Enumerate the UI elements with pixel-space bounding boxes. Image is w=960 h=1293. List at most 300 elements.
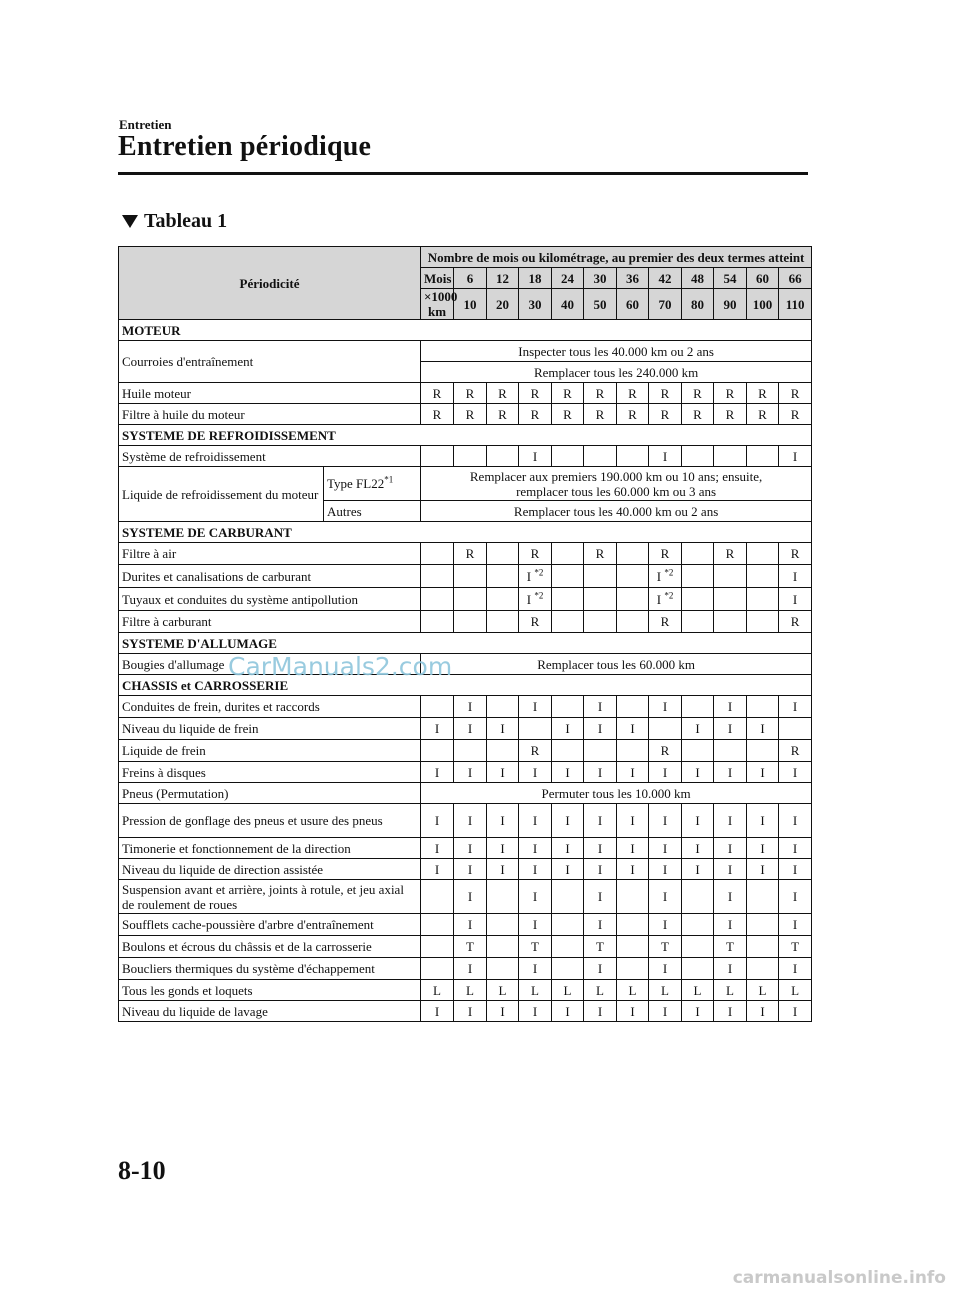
row-label: Tous les gonds et loquets bbox=[119, 980, 421, 1001]
schedule-cell: I bbox=[682, 838, 714, 859]
schedule-cell bbox=[682, 588, 714, 611]
months-cell: 36 bbox=[617, 268, 649, 289]
schedule-cell: I bbox=[649, 958, 682, 980]
schedule-cell: L bbox=[649, 980, 682, 1001]
schedule-cell: R bbox=[552, 404, 584, 425]
row-label: Freins à disques bbox=[119, 762, 421, 783]
triangle-down-icon bbox=[122, 215, 138, 228]
schedule-cell bbox=[714, 740, 747, 762]
schedule-cell: R bbox=[779, 740, 812, 762]
schedule-cell: I bbox=[649, 1001, 682, 1022]
months-cell: 18 bbox=[519, 268, 552, 289]
schedule-cell: I bbox=[617, 859, 649, 880]
schedule-cell bbox=[487, 446, 519, 467]
km-cell: 40 bbox=[552, 289, 584, 320]
autres-text: Remplacer tous les 40.000 km ou 2 ans bbox=[421, 501, 812, 522]
schedule-cell: L bbox=[487, 980, 519, 1001]
schedule-cell bbox=[747, 565, 779, 588]
table-row bbox=[119, 383, 812, 404]
months-cell: 66 bbox=[779, 268, 812, 289]
schedule-cell bbox=[454, 446, 487, 467]
row-label: Liquide de refroidissement du moteur bbox=[119, 467, 324, 522]
schedule-cell: I bbox=[584, 958, 617, 980]
schedule-cell: L bbox=[454, 980, 487, 1001]
schedule-cell: I bbox=[454, 880, 487, 914]
schedule-cell: R bbox=[421, 404, 454, 425]
section-row bbox=[119, 633, 812, 654]
section-carburant: SYSTEME DE CARBURANT bbox=[119, 522, 812, 543]
row-label: Filtre à carburant bbox=[119, 611, 421, 633]
schedule-cell bbox=[584, 611, 617, 633]
schedule-cell: R bbox=[454, 404, 487, 425]
km-cell: 90 bbox=[714, 289, 747, 320]
schedule-cell bbox=[552, 588, 584, 611]
row-label: Huile moteur bbox=[119, 383, 421, 404]
table-row bbox=[119, 980, 812, 1001]
km-cell: 110 bbox=[779, 289, 812, 320]
pneus-perm-text: Permuter tous les 10.000 km bbox=[421, 783, 812, 804]
schedule-cell: I bbox=[714, 718, 747, 740]
schedule-cell: I bbox=[779, 696, 812, 718]
autres-label: Autres bbox=[324, 501, 421, 522]
schedule-cell: I $^{*2}$ bbox=[649, 588, 682, 611]
table-row bbox=[119, 467, 812, 501]
row-label: Boucliers thermiques du système d'échappement bbox=[119, 958, 421, 980]
schedule-cell: R bbox=[519, 383, 552, 404]
schedule-cell bbox=[487, 565, 519, 588]
schedule-cell: I bbox=[649, 914, 682, 936]
table-row bbox=[119, 718, 812, 740]
row-label: Boulons et écrous du châssis et de la carrosserie bbox=[119, 936, 421, 958]
schedule-cell: T bbox=[519, 936, 552, 958]
schedule-cell bbox=[682, 611, 714, 633]
schedule-cell: I bbox=[552, 718, 584, 740]
schedule-cell: I $^{*2}$ bbox=[649, 565, 682, 588]
months-cell: 48 bbox=[682, 268, 714, 289]
schedule-cell: I bbox=[779, 1001, 812, 1022]
schedule-cell: I bbox=[779, 565, 812, 588]
row-label: Filtre à air bbox=[119, 543, 421, 565]
schedule-cell: R bbox=[519, 404, 552, 425]
schedule-cell: I bbox=[714, 762, 747, 783]
schedule-cell: R bbox=[649, 611, 682, 633]
schedule-cell: I bbox=[584, 880, 617, 914]
table-row bbox=[119, 696, 812, 718]
schedule-cell: R bbox=[584, 404, 617, 425]
courroies-line-1: Inspecter tous les 40.000 km ou 2 ans bbox=[421, 341, 812, 362]
row-label: Durites et canalisations de carburant bbox=[119, 565, 421, 588]
schedule-cell: T bbox=[584, 936, 617, 958]
schedule-cell: I bbox=[747, 718, 779, 740]
table-row bbox=[119, 859, 812, 880]
schedule-cell: R bbox=[584, 543, 617, 565]
schedule-cell: I bbox=[584, 838, 617, 859]
footer-site-watermark: carmanualsonline.info bbox=[732, 1268, 946, 1288]
schedule-cell bbox=[421, 958, 454, 980]
schedule-cell: R bbox=[779, 543, 812, 565]
row-label: Niveau du liquide de lavage bbox=[119, 1001, 421, 1022]
header-caption: Nombre de mois ou kilométrage, au premier des deux termes atteint bbox=[421, 247, 812, 268]
km-cell: 100 bbox=[747, 289, 779, 320]
table-row bbox=[119, 543, 812, 565]
schedule-cell: T bbox=[454, 936, 487, 958]
schedule-cell bbox=[552, 565, 584, 588]
schedule-cell: I bbox=[584, 762, 617, 783]
schedule-cell bbox=[617, 543, 649, 565]
schedule-cell: R bbox=[714, 404, 747, 425]
schedule-cell bbox=[682, 740, 714, 762]
schedule-cell bbox=[649, 718, 682, 740]
schedule-cell bbox=[682, 446, 714, 467]
schedule-cell bbox=[552, 958, 584, 980]
schedule-cell bbox=[454, 565, 487, 588]
row-label: Pression de gonflage des pneus et usure des pneus bbox=[119, 804, 421, 838]
schedule-cell: R bbox=[584, 383, 617, 404]
schedule-cell: I bbox=[682, 762, 714, 783]
schedule-cell: I bbox=[421, 718, 454, 740]
schedule-cell: R bbox=[519, 740, 552, 762]
type-fl22-label: Type FL22$^{*1}$ bbox=[324, 467, 421, 501]
table-row bbox=[119, 936, 812, 958]
schedule-cell bbox=[682, 880, 714, 914]
schedule-cell bbox=[747, 740, 779, 762]
schedule-cell: I bbox=[519, 859, 552, 880]
schedule-cell: L bbox=[779, 980, 812, 1001]
schedule-cell: I bbox=[779, 958, 812, 980]
schedule-cell bbox=[617, 958, 649, 980]
km-label: ×1000 km bbox=[421, 289, 454, 320]
schedule-cell: R bbox=[454, 383, 487, 404]
schedule-cell: T bbox=[714, 936, 747, 958]
schedule-cell bbox=[617, 565, 649, 588]
schedule-cell: R bbox=[421, 383, 454, 404]
schedule-cell: I bbox=[714, 859, 747, 880]
schedule-cell: I bbox=[519, 1001, 552, 1022]
schedule-cell: I bbox=[714, 838, 747, 859]
schedule-cell: I bbox=[454, 914, 487, 936]
type-fl22-text: Remplacer aux premiers 190.000 km ou 10 ans; ensuite, remplacer tous les 60.000 km ou 3 ans bbox=[421, 467, 812, 501]
section-moteur: MOTEUR bbox=[119, 320, 812, 341]
row-label: Courroies d'entraînement bbox=[119, 341, 421, 383]
schedule-cell bbox=[617, 880, 649, 914]
footnote-mark: *2 bbox=[664, 590, 674, 601]
schedule-cell: R bbox=[714, 383, 747, 404]
schedule-cell: L bbox=[617, 980, 649, 1001]
schedule-cell: I bbox=[649, 696, 682, 718]
schedule-cell: I bbox=[682, 804, 714, 838]
schedule-cell bbox=[747, 446, 779, 467]
schedule-cell: I bbox=[747, 804, 779, 838]
schedule-cell: I bbox=[519, 914, 552, 936]
schedule-cell: R bbox=[649, 740, 682, 762]
schedule-cell: L bbox=[714, 980, 747, 1001]
schedule-cell: R bbox=[714, 543, 747, 565]
schedule-cell: I bbox=[649, 880, 682, 914]
schedule-cell bbox=[487, 740, 519, 762]
schedule-cell bbox=[617, 914, 649, 936]
schedule-cell: I bbox=[487, 804, 519, 838]
table-row bbox=[119, 880, 812, 914]
schedule-cell bbox=[421, 565, 454, 588]
schedule-cell bbox=[421, 543, 454, 565]
schedule-cell: I bbox=[714, 958, 747, 980]
table-row bbox=[119, 838, 812, 859]
maintenance-table bbox=[118, 246, 812, 1022]
km-cell: 70 bbox=[649, 289, 682, 320]
section-row bbox=[119, 320, 812, 341]
schedule-cell: I bbox=[584, 914, 617, 936]
schedule-cell: I bbox=[779, 859, 812, 880]
schedule-cell: I bbox=[454, 696, 487, 718]
schedule-cell: I bbox=[779, 838, 812, 859]
footnote-mark: *2 bbox=[664, 567, 674, 578]
schedule-cell bbox=[714, 611, 747, 633]
schedule-cell bbox=[714, 446, 747, 467]
schedule-cell bbox=[682, 543, 714, 565]
schedule-cell bbox=[552, 880, 584, 914]
schedule-cell bbox=[421, 914, 454, 936]
schedule-cell: I bbox=[617, 838, 649, 859]
row-label: Suspension avant et arrière, joints à rotule, et jeu axial de roulement de roues bbox=[119, 880, 421, 914]
schedule-cell bbox=[584, 588, 617, 611]
schedule-cell: I bbox=[779, 804, 812, 838]
schedule-cell bbox=[421, 880, 454, 914]
schedule-cell: I bbox=[617, 718, 649, 740]
row-label: Tuyaux et conduites du système antipollution bbox=[119, 588, 421, 611]
schedule-cell bbox=[552, 740, 584, 762]
schedule-cell: I bbox=[552, 762, 584, 783]
footnote-mark: *2 bbox=[534, 590, 544, 601]
schedule-cell bbox=[487, 936, 519, 958]
row-label: Timonerie et fonctionnement de la direction bbox=[119, 838, 421, 859]
schedule-cell: I bbox=[714, 914, 747, 936]
row-label: Niveau du liquide de frein bbox=[119, 718, 421, 740]
schedule-cell bbox=[747, 588, 779, 611]
courroies-line-2: Remplacer tous les 240.000 km bbox=[421, 362, 812, 383]
km-cell: 60 bbox=[617, 289, 649, 320]
schedule-cell bbox=[617, 936, 649, 958]
schedule-cell: I bbox=[779, 762, 812, 783]
schedule-cell: I bbox=[747, 859, 779, 880]
schedule-cell: I bbox=[747, 1001, 779, 1022]
schedule-cell bbox=[454, 611, 487, 633]
schedule-cell: L bbox=[682, 980, 714, 1001]
schedule-cell bbox=[617, 588, 649, 611]
schedule-cell: I bbox=[649, 804, 682, 838]
schedule-cell bbox=[421, 936, 454, 958]
schedule-cell: R bbox=[649, 383, 682, 404]
schedule-cell: I bbox=[779, 588, 812, 611]
schedule-cell: I bbox=[454, 859, 487, 880]
schedule-cell: T bbox=[649, 936, 682, 958]
schedule-cell: I bbox=[421, 804, 454, 838]
schedule-cell bbox=[552, 611, 584, 633]
schedule-cell bbox=[487, 588, 519, 611]
schedule-cell bbox=[584, 446, 617, 467]
header-row-caption bbox=[119, 247, 812, 268]
schedule-cell bbox=[617, 740, 649, 762]
months-cell: 42 bbox=[649, 268, 682, 289]
months-cell: 60 bbox=[747, 268, 779, 289]
schedule-cell: I bbox=[584, 804, 617, 838]
schedule-cell: I bbox=[779, 446, 812, 467]
schedule-cell: I bbox=[714, 804, 747, 838]
schedule-cell: I bbox=[454, 1001, 487, 1022]
row-label: Niveau du liquide de direction assistée bbox=[119, 859, 421, 880]
schedule-cell: I bbox=[487, 762, 519, 783]
schedule-cell bbox=[682, 936, 714, 958]
schedule-cell: I bbox=[552, 859, 584, 880]
schedule-cell: I bbox=[421, 762, 454, 783]
schedule-cell bbox=[617, 611, 649, 633]
schedule-cell bbox=[487, 611, 519, 633]
page-title: Entretien périodique bbox=[118, 131, 372, 162]
schedule-cell: I bbox=[454, 958, 487, 980]
title-rule bbox=[118, 172, 808, 175]
schedule-cell bbox=[747, 958, 779, 980]
schedule-cell: I bbox=[682, 1001, 714, 1022]
schedule-cell: I bbox=[552, 804, 584, 838]
schedule-cell bbox=[682, 565, 714, 588]
schedule-cell bbox=[552, 446, 584, 467]
schedule-cell: I bbox=[779, 880, 812, 914]
schedule-cell: I bbox=[487, 838, 519, 859]
km-cell: 10 bbox=[454, 289, 487, 320]
section-allumage: SYSTEME D'ALLUMAGE bbox=[119, 633, 812, 654]
schedule-cell: I bbox=[552, 1001, 584, 1022]
schedule-cell: R bbox=[519, 543, 552, 565]
schedule-cell: R bbox=[779, 383, 812, 404]
schedule-cell: R bbox=[649, 404, 682, 425]
schedule-cell bbox=[617, 696, 649, 718]
schedule-cell bbox=[454, 740, 487, 762]
schedule-cell: R bbox=[779, 611, 812, 633]
schedule-cell: R bbox=[682, 383, 714, 404]
schedule-cell bbox=[584, 740, 617, 762]
schedule-cell bbox=[421, 446, 454, 467]
schedule-cell: I bbox=[617, 1001, 649, 1022]
schedule-cell bbox=[421, 588, 454, 611]
schedule-cell: I bbox=[714, 696, 747, 718]
schedule-cell: I bbox=[519, 958, 552, 980]
schedule-cell: R bbox=[649, 543, 682, 565]
schedule-cell bbox=[487, 914, 519, 936]
schedule-cell: I bbox=[519, 446, 552, 467]
row-label: Bougies d'allumage bbox=[119, 654, 421, 675]
table-row bbox=[119, 565, 812, 588]
schedule-cell bbox=[552, 914, 584, 936]
schedule-cell: I bbox=[454, 718, 487, 740]
table-row bbox=[119, 740, 812, 762]
schedule-cell: I bbox=[519, 696, 552, 718]
km-cell: 50 bbox=[584, 289, 617, 320]
schedule-cell: I $^{*2}$ bbox=[519, 588, 552, 611]
section-row bbox=[119, 675, 812, 696]
months-cell: 30 bbox=[584, 268, 617, 289]
table-row bbox=[119, 404, 812, 425]
schedule-cell: I bbox=[747, 838, 779, 859]
schedule-cell: I bbox=[617, 804, 649, 838]
schedule-cell bbox=[682, 914, 714, 936]
section-label: Entretien bbox=[119, 117, 172, 132]
table-row bbox=[119, 1001, 812, 1022]
schedule-cell: I bbox=[584, 859, 617, 880]
schedule-cell bbox=[617, 446, 649, 467]
schedule-cell bbox=[487, 880, 519, 914]
schedule-cell: I bbox=[454, 838, 487, 859]
table-row bbox=[119, 914, 812, 936]
schedule-cell: I bbox=[454, 804, 487, 838]
schedule-cell: I bbox=[421, 1001, 454, 1022]
footnote-mark: *2 bbox=[534, 567, 544, 578]
schedule-cell: I bbox=[779, 914, 812, 936]
schedule-cell: R bbox=[779, 404, 812, 425]
schedule-cell: L bbox=[747, 980, 779, 1001]
periodicity-label: Périodicité bbox=[119, 247, 421, 320]
schedule-cell: I bbox=[552, 838, 584, 859]
table-row bbox=[119, 588, 812, 611]
schedule-cell: R bbox=[519, 611, 552, 633]
schedule-cell: R bbox=[682, 404, 714, 425]
schedule-cell: I bbox=[747, 762, 779, 783]
schedule-cell bbox=[779, 718, 812, 740]
schedule-cell: I bbox=[649, 762, 682, 783]
schedule-cell bbox=[552, 543, 584, 565]
km-cell: 30 bbox=[519, 289, 552, 320]
schedule-cell: L bbox=[519, 980, 552, 1001]
schedule-cell: R bbox=[747, 383, 779, 404]
schedule-cell bbox=[519, 718, 552, 740]
schedule-cell: I bbox=[519, 804, 552, 838]
table-row bbox=[119, 958, 812, 980]
schedule-cell: R bbox=[487, 383, 519, 404]
table-heading-text: Tableau 1 bbox=[144, 210, 228, 232]
schedule-cell bbox=[421, 611, 454, 633]
bougies-text: Remplacer tous les 60.000 km bbox=[421, 654, 812, 675]
schedule-cell: I bbox=[519, 838, 552, 859]
schedule-cell: R bbox=[454, 543, 487, 565]
schedule-cell: R bbox=[747, 404, 779, 425]
row-label: Système de refroidissement bbox=[119, 446, 421, 467]
row-label: Liquide de frein bbox=[119, 740, 421, 762]
table-heading bbox=[122, 210, 227, 233]
schedule-cell: I bbox=[649, 859, 682, 880]
schedule-cell: R bbox=[552, 383, 584, 404]
schedule-cell: R bbox=[617, 383, 649, 404]
months-cell: 6 bbox=[454, 268, 487, 289]
schedule-cell: I bbox=[487, 1001, 519, 1022]
table-row bbox=[119, 783, 812, 804]
schedule-cell: I bbox=[421, 838, 454, 859]
schedule-cell bbox=[747, 936, 779, 958]
months-label: Mois bbox=[421, 268, 454, 289]
schedule-cell bbox=[584, 565, 617, 588]
row-label: Conduites de frein, durites et raccords bbox=[119, 696, 421, 718]
schedule-cell bbox=[747, 880, 779, 914]
schedule-cell bbox=[747, 611, 779, 633]
schedule-cell: I bbox=[487, 718, 519, 740]
table-row bbox=[119, 804, 812, 838]
table-row bbox=[119, 654, 812, 675]
schedule-cell bbox=[714, 565, 747, 588]
schedule-cell: I bbox=[617, 762, 649, 783]
schedule-cell: I bbox=[584, 696, 617, 718]
schedule-cell bbox=[454, 588, 487, 611]
section-row bbox=[119, 425, 812, 446]
schedule-cell bbox=[421, 696, 454, 718]
schedule-cell bbox=[747, 696, 779, 718]
schedule-cell: I bbox=[584, 718, 617, 740]
